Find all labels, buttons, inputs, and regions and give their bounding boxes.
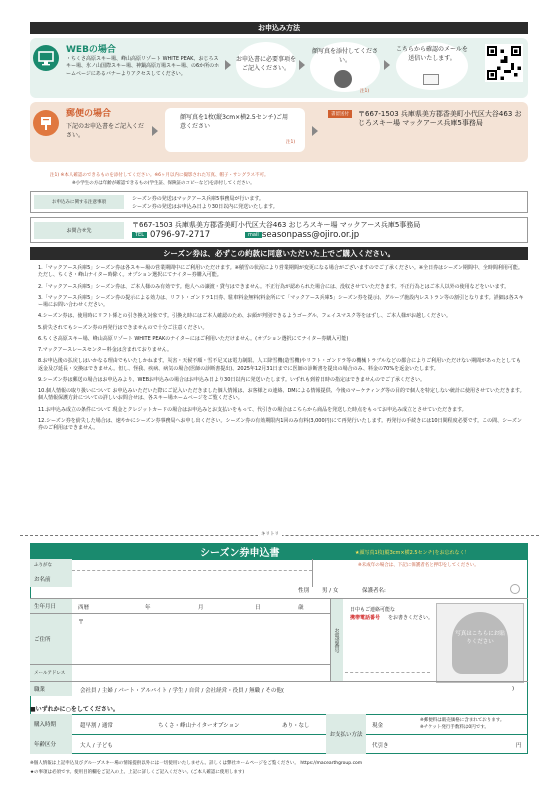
choose-instruction: ■いずれかに○をしてください。 xyxy=(30,706,119,713)
age-label: 歳 xyxy=(298,605,304,611)
fee-note-1: ※郵便料は販売価格に含まれております。 xyxy=(420,718,505,723)
row-divider xyxy=(30,598,528,599)
name-label: お名前 xyxy=(30,571,72,587)
web-step-confirm-mail: こちらから確認のメールを送信いたします。 xyxy=(396,42,468,90)
phone-input[interactable] xyxy=(345,628,430,673)
night-option-label: ちくさ・峰山ナイターオプション xyxy=(158,723,240,729)
term-item: 5.紛失されてもシーズン券の再発行はできませんので十分ご注意ください。 xyxy=(38,324,208,331)
mail-label: mail xyxy=(245,232,262,238)
note-2: ※小学生の方は年齢が確認できるもの(学生証、保険証のコピーなど)を添付してください。 xyxy=(72,181,255,186)
address-label: ご住所 xyxy=(30,614,72,664)
post-description: 下記のお申込書をご記入ください。 xyxy=(66,123,145,139)
web-step-fill-form: お申込書に必要事項をご記入ください。 xyxy=(236,42,296,88)
post-step-photo: 顔写真を1枚(縦3cm×横2.5センチ)ご用意ください xyxy=(180,114,289,130)
term-item: 7.マックアースレースセンター料金は含まれておりません。 xyxy=(38,347,173,353)
contact-mail[interactable]: seasonpass@ojiro.or.jp xyxy=(262,230,360,240)
tel-label: TEL xyxy=(132,232,147,238)
furigana-label: ふりがな xyxy=(30,559,72,571)
age-class-label: 年齢区分 xyxy=(30,734,72,754)
term-item: 12.シーズン券を紛失した場合は、速やかにシーズン券事務局へお申し出ください。シーズン券の有効期限内1回のみ有料(3,000円)にて再発行いたします。再発行の手続きには10日間程度必要です。この間、シーズン券のご利用はできません。 xyxy=(38,417,522,431)
term-item: 9.シーズン券は郵送の場合はお申込みより、WEBお申込みの場合はお申込み日より30日以内に発送いたします。いずれも到着日時の指定はできませんのでご了承ください。 xyxy=(38,376,426,383)
term-item: 6.ちくさ高原スキー場、峰山高原リゾート WHITE PEAKのナイターにはご利用いただけません。(オプション選択にてナイター券購入可能) xyxy=(38,335,349,342)
gender-label: 性別 xyxy=(298,588,310,594)
term-item: 11.お申込み成立の条件について 現金とクレジットカードの場合はお申込みとお支払いをもって、代引きの場合はこちらから商品を発送した時点をもってお申込み成立とさせていただきます。 xyxy=(38,406,467,413)
gender-options[interactable]: 男 / 女 xyxy=(322,588,339,594)
contact-label: お問合せ先 xyxy=(34,222,124,239)
mailbox-icon xyxy=(33,110,59,136)
notice-line-1: シーズン券の発送はマックアース兵庫5事務局が行います。 xyxy=(132,196,264,202)
yen-label: 円 xyxy=(516,743,522,749)
arrow-icon xyxy=(152,126,158,136)
minor-note: ※未成年の場合は、下記に保護者名と押印をしてください。 xyxy=(358,563,479,568)
year-label: 年 xyxy=(145,605,151,611)
payment-cash[interactable]: 現金 xyxy=(372,723,384,729)
photo-reminder: ★顔写真1枚(縦3cm×横2.5センチ)をお忘れなく！ xyxy=(355,550,470,556)
phone-note-2: 携帯電話番号 xyxy=(350,615,381,621)
notice-label: お申込みに関する注意事項 xyxy=(34,195,124,209)
footer-privacy: ※個人情報は上記申込及びグループスキー場の情報提供以外には一切使用いたしません。詳しくは弊社ホームページをご覧ください。 https://macearthgroup.com xyxy=(30,761,363,766)
notice-line-2: シーズン券の発送はお申込み日より30日以内に発送いたします。 xyxy=(132,204,278,210)
footer-required: ★の事項は必須です。使用目的欄をご記入の上、上記に詳しくご記入ください。(ご本人確認に使用します) xyxy=(30,770,245,775)
cut-label: キリトリ xyxy=(258,531,282,537)
post-destination-address: 〒667-1503 兵庫県美方郡香美町小代区大谷463 おじろスキー場 マックアース兵庫5事務局 xyxy=(358,110,522,128)
contact-tel[interactable]: 0796-97-2717 xyxy=(150,230,211,240)
furigana-input[interactable] xyxy=(72,559,312,571)
guardian-label: 保護者名: xyxy=(362,588,386,594)
contact-address: 〒667-1503 兵庫県美方郡香美町小代区大谷463 おじろスキー場 マックアース兵庫5事務局 xyxy=(132,221,421,229)
envelope-icon xyxy=(423,74,439,85)
day-label: 日 xyxy=(255,605,261,611)
photo-area-label: 写真はこちらにお貼りください xyxy=(455,631,505,646)
term-item: 3.「マックアース兵庫5」シーズン券の提示による効力は、リフト・ゴンドラ1日券、駐車料金無料(料金所にて「マックアース兵庫5」シーズン券を提示)、グループ施設内レストラン等の割引となります。詳細は各スキー場にお問い合わせください。 xyxy=(38,294,524,308)
payment-label: お支払い方法 xyxy=(326,714,366,754)
web-note-mark: 注1) xyxy=(360,89,370,94)
row-divider xyxy=(30,681,528,682)
section-title-apply-method: お申込み方法 xyxy=(30,22,528,34)
job-options[interactable]: 会社員 / 主婦 / パート・アルバイト / 学生 / 自営 / 会社経営・役員 / 無職 / その他( xyxy=(80,688,284,694)
post-title: 郵便の場合 xyxy=(66,109,112,119)
term-item: 8.お申込後の払戻しはいかなる理由でもいたしかねます。災害・天候不順・雪不足又は電力制限、人工降雪機(造雪機)やリフト・ゴンドラ等の機械トラブルなどの都合によりご利用いただけない期間があったとしても返金及び延長・交換はできません。但し、怪我、疾病、病気の場合(医師の診断書提出)、2025年12月31日までに医師の診断書を提出の場合のみ、料金の70%を返金いたします。 xyxy=(38,358,522,372)
email-label: メールアドレス xyxy=(30,665,72,681)
seal-circle[interactable] xyxy=(510,584,520,594)
postal-mark: 〒 xyxy=(78,619,85,626)
qr-code-icon[interactable] xyxy=(485,44,523,82)
phone-label: お電話番号 xyxy=(331,599,343,681)
night-option-choices[interactable]: あり・なし xyxy=(282,723,310,729)
address-input[interactable] xyxy=(72,614,330,664)
term-item: 1.「マックアース兵庫5」シーズン券は各スキー場の営業期間中にご利用いただけます。※積雪の状況により営業期間が変更になる場合がございますのでご了承ください。※全日券はシーズン期間中、全時間利用可能。ただし、ちくさ・峰山ナイター時除く。オプション選択にてナイター券購入可能。 xyxy=(38,265,523,279)
era-label: 西暦 xyxy=(78,605,90,611)
purchase-type-label: 購入時期 xyxy=(30,714,72,734)
person-photo-icon xyxy=(334,70,352,88)
note-1: 注1) ※本人確認のできるものを添付してください。※6ヶ月以内に撮影された写真、帽子・サングラス不可。 xyxy=(50,173,269,178)
divider xyxy=(312,559,313,587)
computer-icon xyxy=(33,45,59,71)
agreement-title: シーズン券は、必ずこの約款に同意いただいた上でご購入ください。 xyxy=(30,247,528,260)
web-description: ・ちくさ高原スキー場、峰山高原リゾート WHITE PEAK、おじろスキー場、氷ノ山国際スキー場、神鍋高原万場スキー場、の6か所のホームページにあるバナーよりアクセスしてください。 xyxy=(66,56,220,77)
month-label: 月 xyxy=(198,605,204,611)
registered-mail-badge: 書留送付 xyxy=(328,110,352,118)
phone-note-3: をお書きください。 xyxy=(388,615,434,621)
arrow-icon xyxy=(384,60,390,70)
purchase-type-options[interactable]: 超早割 / 通常 xyxy=(80,723,113,729)
fee-note-2: ※チケット発行手数料は0円です。 xyxy=(420,725,489,730)
arrow-icon xyxy=(299,60,305,70)
term-item: 2.「マックアース兵庫5」シーズン券は、ご本人様のみ有効です。他人への譲渡・貸与はできません。不正行為が認められた場合には、没収させていただきます。不正行為とはご本人以外の使用などをいいます。 xyxy=(38,283,510,290)
phone-note-1: 日中もご連絡可能な xyxy=(350,607,396,613)
arrow-icon xyxy=(225,60,231,70)
birth-label: 生年月日 xyxy=(30,599,72,613)
post-note-mark: 注1) xyxy=(286,140,296,145)
web-title: WEBの場合 xyxy=(66,45,116,55)
job-close: ) xyxy=(512,686,515,692)
job-label: 職業 xyxy=(30,682,72,696)
age-class-options[interactable]: 大人 / 子ども xyxy=(80,743,113,749)
term-item: 4.シーズン券は、使用時にリフト係との引き換え対象です。引換え時にはご本人確認のため、お顔が判別できるようゴーグル、フェイスマスク等をはずし、ご本人様がお越しください。 xyxy=(38,313,451,320)
payment-cod[interactable]: 代引き xyxy=(372,743,389,749)
arrow-icon xyxy=(312,126,318,136)
term-item: 10.個人情報の取り扱いについて お申込みいただいた際にご記入いただきました個人情報は、お客様との連絡、DMによる情報提供、今後のマーケティング等の目的で個人を特定しない統計に使用させていただきます。個人情報保護方針についての詳しいお問合せは、各スキー場ホームページをご覧ください。 xyxy=(38,388,525,402)
terms-list xyxy=(38,265,526,436)
name-input[interactable] xyxy=(72,571,312,587)
form-title: シーズン券申込書 xyxy=(200,548,280,559)
web-step-attach-photo: 顔写真を添付してください。 xyxy=(310,42,380,92)
email-input[interactable] xyxy=(72,665,330,681)
